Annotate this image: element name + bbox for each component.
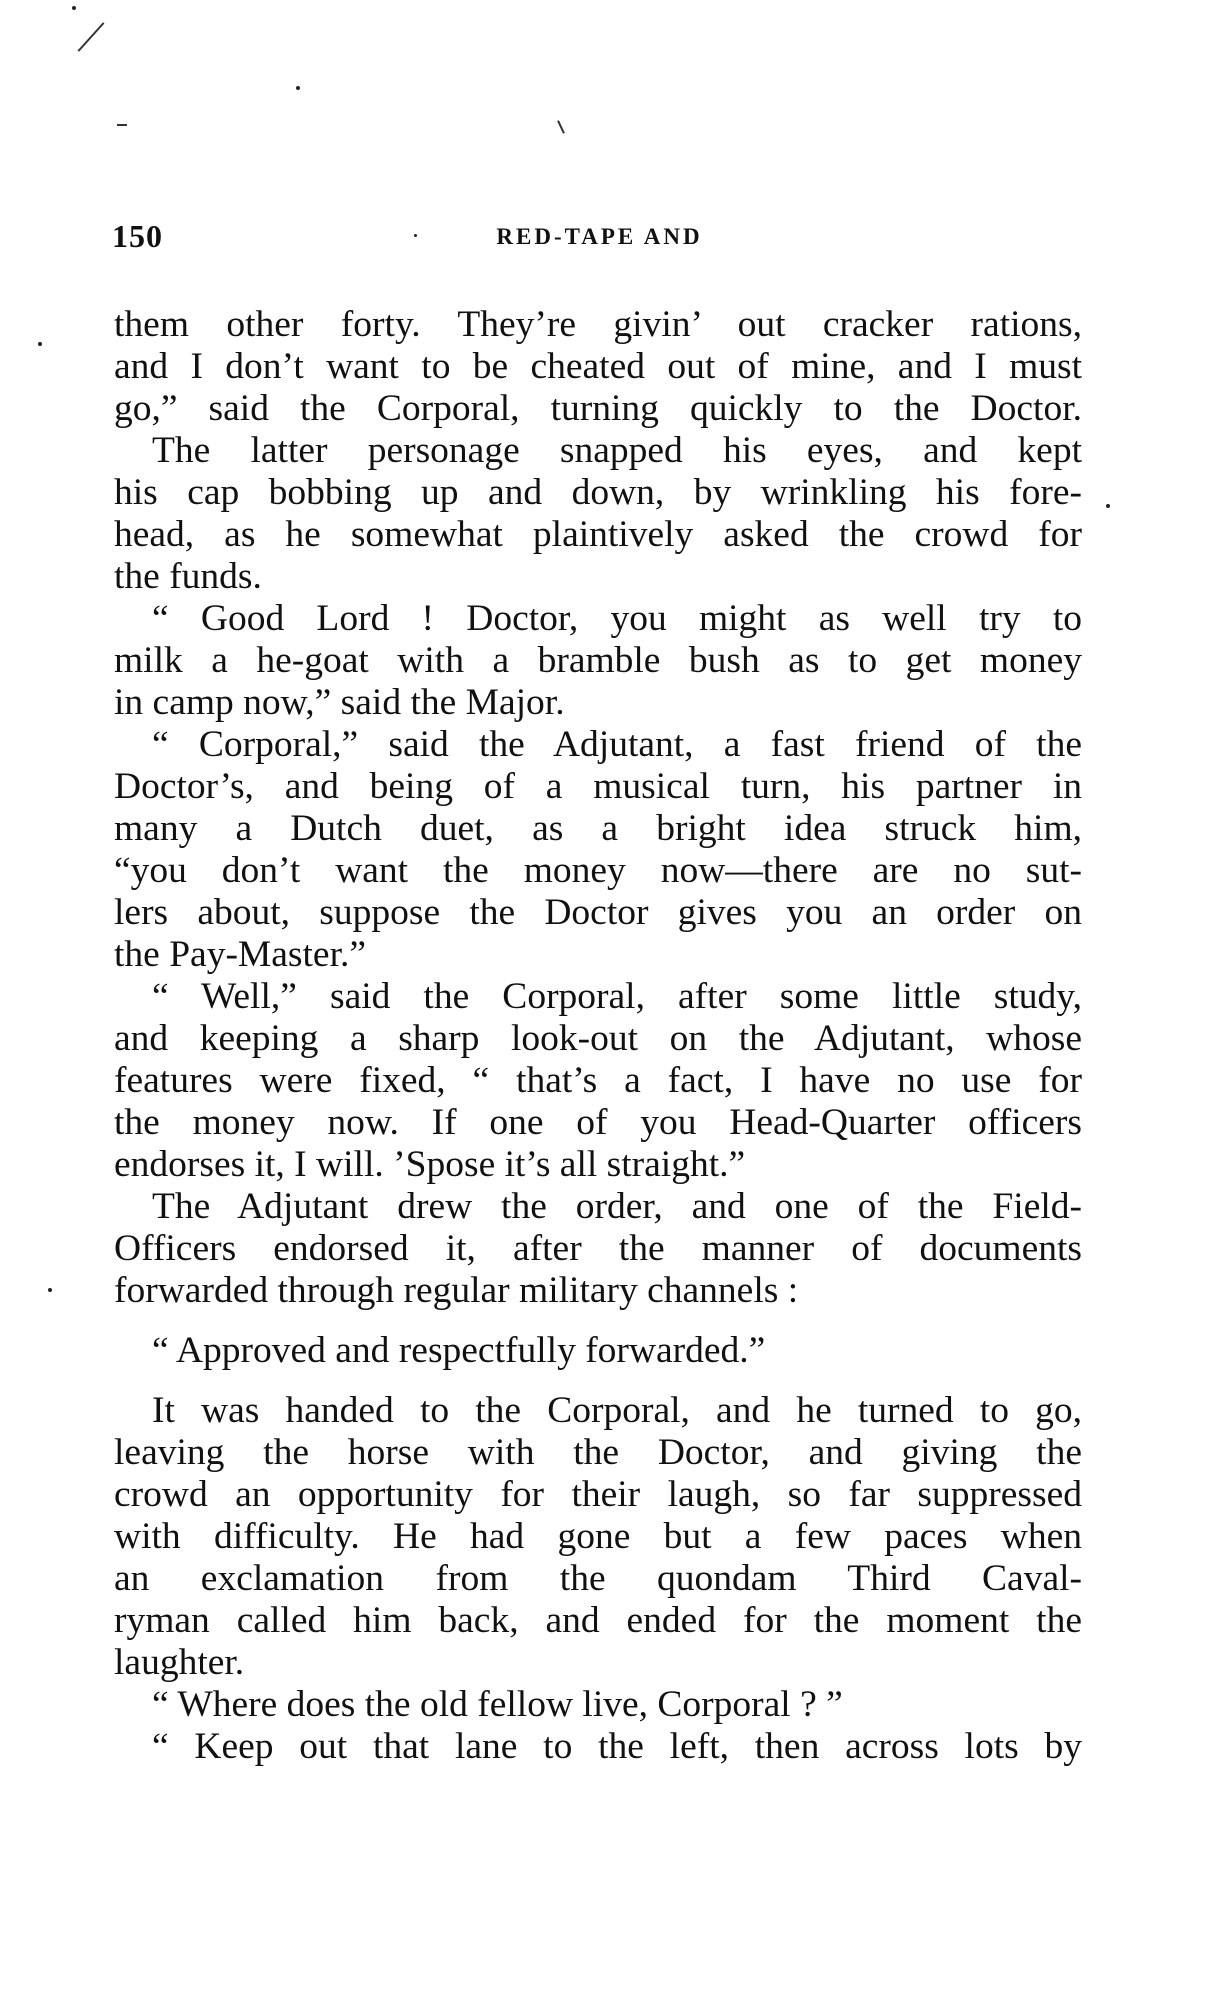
page-number: 150: [112, 218, 163, 254]
text-line: in camp now,” said the Major.: [114, 682, 565, 723]
quoted-endorsement: “ Approved and respectfully forwarded.”: [152, 1330, 766, 1371]
text-line: them other forty. They’re givin’ out cracker rations,: [114, 304, 1082, 345]
running-title: RED-TAPE AND: [496, 224, 703, 249]
text-line: go,” said the Corporal, turning quickly to the Doctor.: [114, 388, 1082, 429]
text-line: Officers endorsed it, after the manner of documents: [114, 1228, 1082, 1269]
text-line: endorses it, I will. ’Spose it’s all straight.”: [114, 1144, 746, 1185]
text-line: many a Dutch duet, as a bright idea struck him,: [114, 808, 1082, 849]
text-line: milk a he-goat with a bramble bush as to get money: [114, 640, 1082, 681]
paragraph-spacer: [114, 1312, 1082, 1330]
text-line: his cap bobbing up and down, by wrinkling his fore-: [114, 472, 1082, 513]
text-line: with difficulty. He had gone but a few paces when: [114, 1516, 1082, 1557]
text-line: and keeping a sharp look-out on the Adjutant, whose: [114, 1018, 1082, 1059]
text-line: forwarded through regular military channels :: [114, 1270, 799, 1311]
ink-scratch-mark: [78, 22, 105, 52]
text-line: the funds.: [114, 556, 262, 597]
text-line: “ Keep out that lane to the left, then across lots by: [152, 1726, 1082, 1767]
page-header: [112, 218, 1087, 262]
ink-speck: [296, 86, 300, 90]
ink-speck: [38, 342, 42, 346]
ink-scratch-mark: [557, 120, 565, 134]
text-line: The Adjutant drew the order, and one of the Field-: [152, 1186, 1082, 1227]
text-line: an exclamation from the quondam Third Caval-: [114, 1558, 1082, 1599]
ink-speck: [1106, 504, 1110, 508]
text-line: leaving the horse with the Doctor, and giving the: [114, 1432, 1082, 1473]
text-line: and I don’t want to be cheated out of mine, and I must: [114, 346, 1082, 387]
text-line: “ Where does the old fellow live, Corporal ? ”: [152, 1684, 843, 1725]
text-line: It was handed to the Corporal, and he turned to go,: [152, 1390, 1082, 1431]
text-line: crowd an opportunity for their laugh, so far suppressed: [114, 1474, 1082, 1515]
text-line: the Pay-Master.”: [114, 934, 367, 975]
text-line: “ Good Lord ! Doctor, you might as well try to: [152, 598, 1082, 639]
text-line: features were fixed, “ that’s a fact, I have no use for: [114, 1060, 1082, 1101]
text-line: “you don’t want the money now—there are no sut-: [114, 850, 1082, 891]
text-line: head, as he somewhat plaintively asked the crowd for: [114, 514, 1082, 555]
ink-speck: [48, 1288, 52, 1292]
text-line: Doctor’s, and being of a musical turn, his partner in: [114, 766, 1082, 807]
text-line: ryman called him back, and ended for the moment the: [114, 1600, 1082, 1641]
ink-scratch-mark: [117, 124, 127, 126]
text-line: the money now. If one of you Head-Quarter officers: [114, 1102, 1082, 1143]
ink-speck: [72, 6, 76, 10]
text-line: laughter.: [114, 1642, 245, 1683]
body-text: [114, 304, 1082, 1768]
text-line: lers about, suppose the Doctor gives you an order on: [114, 892, 1082, 933]
text-line: “ Corporal,” said the Adjutant, a fast friend of the: [152, 724, 1082, 765]
text-line: The latter personage snapped his eyes, and kept: [152, 430, 1082, 471]
paragraph-spacer: [114, 1372, 1082, 1390]
text-line: “ Well,” said the Corporal, after some little study,: [152, 976, 1082, 1017]
